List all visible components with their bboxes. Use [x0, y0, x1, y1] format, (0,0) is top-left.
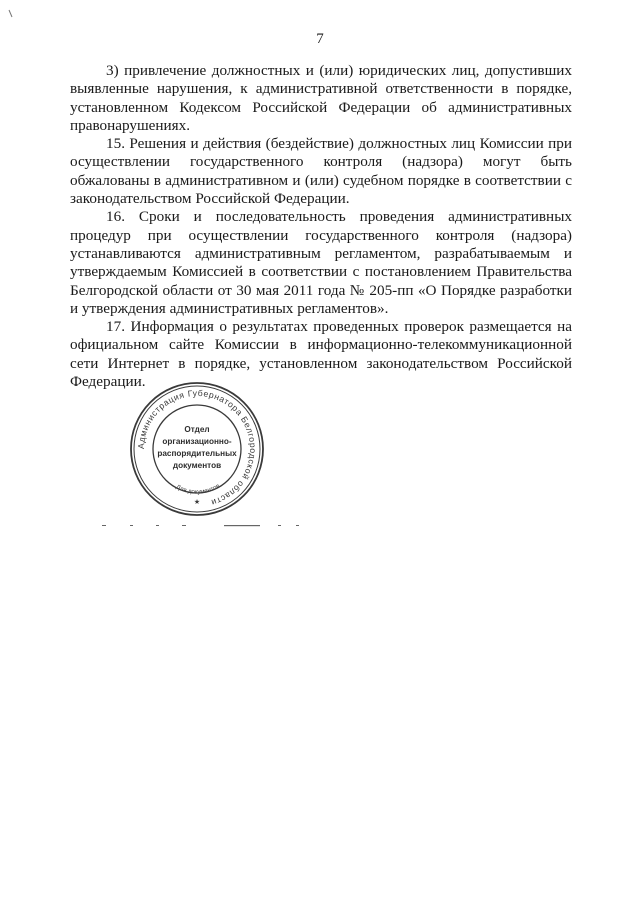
seal-icon [128, 380, 266, 518]
seal-bottom-text: Для документов [174, 482, 222, 496]
paragraph-item-3: 3) привлечение должностных и (или) юридических лиц, допустивших выявленные нарушения, к административной ответственности в порядке, установленном Кодексом Российской Федерации об административных правонарушениях. [70, 62, 572, 134]
scan-artifact-line [100, 516, 320, 522]
seal-center-line: Отдел [184, 425, 210, 434]
seal-ring-text: Администрация Губернатора Белгородской области [135, 387, 259, 509]
paragraph-item-16: 16. Сроки и последовательность проведения административных процедур при осуществлении государственного контроля (надзора) устанавливаются административным регламентом, разрабатываемым и утверждаемым Комиссией в соответствии с постановлением Правительства Белгородской области от 30 мая 2011 года № 205-пп «О Порядке разработки и утверждения административных регламентов». [70, 208, 572, 317]
seal-center-line: организационно- [162, 437, 232, 446]
svg-text:Для документов [175, 482, 222, 495]
paragraph-item-15: 15. Решения и действия (бездействие) должностных лиц Комиссии при осуществлении государственного контроля (надзора) могут быть обжалованы в административном и (или) судебном порядке в соответствии с законодательством Российской Федерации. [70, 135, 572, 208]
seal-star-icon: ★ [193, 499, 201, 506]
scan-corner-mark [8, 6, 14, 16]
seal-center-line: документов [172, 461, 222, 470]
paragraph-item-17: 17. Информация о результатах проведенных проверок размещается на официальном сайте Комиссии в информационно-телекоммуникационной сети Интернет в порядке, установленном законодательством Российской Федерации. [70, 318, 572, 391]
document-body [70, 62, 572, 391]
seal-center-line: распорядительных [157, 449, 237, 458]
page-number: 7 [316, 31, 324, 47]
official-seal [128, 380, 266, 518]
